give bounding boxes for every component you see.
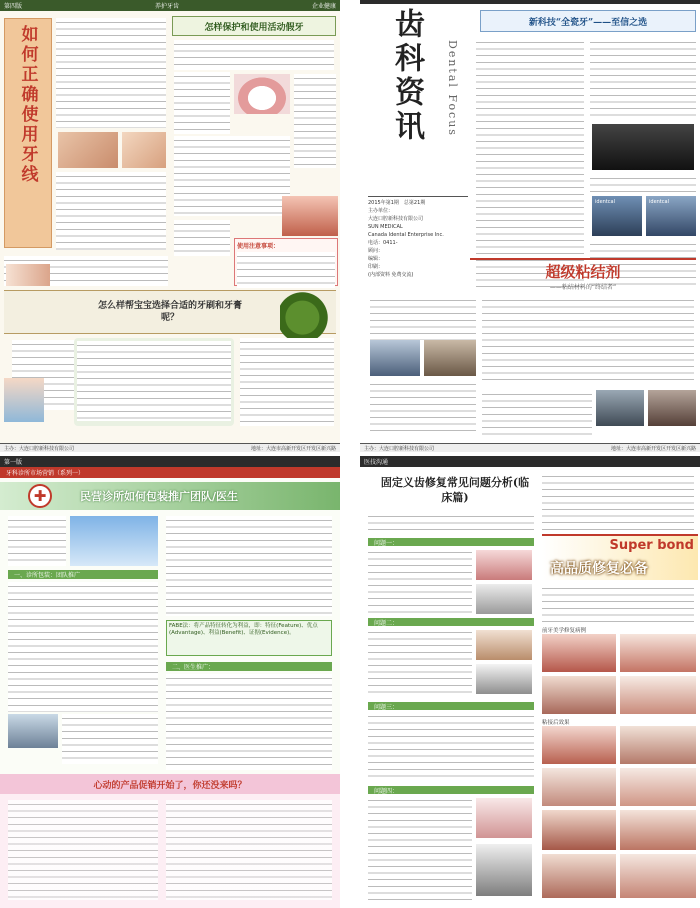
q3-col1-text3 [62, 714, 158, 764]
q3-promo-text-right [166, 800, 332, 900]
q4-sec-d-text [368, 796, 472, 900]
q1-side-title-box [4, 18, 52, 248]
q2-main-title-box [480, 10, 696, 32]
q2-col1-text [476, 38, 584, 288]
q1-right-title-box [172, 16, 336, 36]
q3-promo-text-left [8, 800, 158, 900]
q4-smile-grid-9 [542, 810, 616, 850]
q2-brand-label-2: identcal [649, 199, 669, 205]
q4-sec-c-bar: 问题三： [368, 702, 534, 710]
q2-main-title: 新科技“全瓷牙”——至信之选 [528, 17, 648, 28]
q3-promo-band [0, 774, 340, 794]
q2-info-line-4: Canada Idental Enterprise Inc. [368, 232, 444, 238]
q4-sec-a-bar: 问题一： [368, 538, 534, 546]
q4-right-text [542, 584, 694, 624]
page-gutter-horizontal [0, 452, 700, 456]
q2-lower-col1b [370, 380, 476, 436]
q4-sec-a-text [368, 548, 472, 614]
q2-info-line-6: 顾问： [368, 248, 384, 254]
page-q4 [360, 456, 700, 908]
q4-smile-grid-1 [542, 634, 616, 672]
q3-col1-text2 [8, 582, 158, 712]
q2-masthead [364, 8, 448, 208]
q1-teeth-photo [6, 264, 50, 286]
q1-child-photo [4, 378, 44, 422]
q4-sec-b-text [368, 628, 472, 698]
q4-smile-grid-7 [542, 768, 616, 806]
q3-header: 第一版 [0, 456, 340, 467]
q4-case-photo-2 [476, 584, 532, 614]
page-q3 [0, 456, 340, 908]
q2-brand-label-1: identcal [595, 199, 615, 205]
q1-col1-text2 [56, 172, 166, 250]
q1-tip-heading: 使用注意事项： [237, 243, 280, 250]
q2-col2-text [590, 38, 696, 120]
q1-floss-photo [58, 132, 118, 168]
q1-kids-text-right [240, 338, 334, 426]
q2-info-box [368, 196, 468, 292]
q2-section-title: 超级粘结剂 [545, 263, 621, 281]
q4-smile-grid-8 [620, 768, 696, 806]
q2-training-photo-2 [648, 390, 696, 426]
q1-tip-box [234, 238, 338, 286]
q1-kids-title: 怎么样帮宝宝选择合适的牙刷和牙膏呢？ [97, 301, 242, 323]
q2-col2-text2 [590, 174, 696, 194]
q4-smile-grid-3 [542, 676, 616, 714]
q3-col2-text2 [166, 674, 332, 770]
q4-case-photo-4 [476, 664, 532, 694]
q2-lower-col2 [482, 296, 694, 386]
page-q1 [0, 0, 340, 452]
q4-subtitle: 高品质修复必备 [550, 561, 648, 577]
q4-sec-d-bar: 问题四： [368, 786, 534, 794]
q3-col2-text [166, 516, 332, 616]
q1-col2-text [174, 40, 334, 70]
q2-masthead-en: Dental Focus [446, 40, 459, 137]
q2-info-line-7: 编辑： [368, 256, 384, 262]
q4-smile-grid-12 [620, 854, 696, 898]
q4-smile-grid-11 [542, 854, 616, 898]
q1-col2-text2 [174, 136, 290, 216]
q4-smile-grid-10 [620, 810, 696, 850]
q4-smile-grid-5 [542, 726, 616, 764]
q2-lower-col1 [370, 296, 476, 340]
q3-hands-photo [70, 516, 158, 566]
q1-col2-text-b [174, 72, 230, 134]
q4-caption-1: 前牙美学修复病例 [542, 628, 587, 634]
q1-col3-text [294, 74, 336, 168]
q4-smile-grid-6 [620, 726, 696, 764]
q3-cross-icon: ✚ [28, 484, 52, 508]
q1-floss-photo2 [122, 132, 166, 168]
q4-smile-grid-4 [620, 676, 696, 714]
q3-promo-title: 心动的产品促销开始了，你还没来吗？ [93, 780, 247, 791]
q1-side-title: 如何正确使用牙线 [17, 25, 38, 185]
q3-team-photo [8, 714, 58, 748]
q2-header-line [360, 0, 700, 4]
q1-col2-text3 [174, 220, 230, 256]
q4-intro-text [368, 512, 534, 534]
q2-section-sub: ——粘结材料的“终结者” [549, 284, 617, 291]
q2-info-line-9: (内部资料 免费交流) [368, 272, 414, 278]
q4-title: 固定义齿修复常见问题分析(临床篇) [380, 476, 530, 504]
q4-case-photo-5 [476, 798, 532, 838]
q3-fabe-box [166, 620, 332, 656]
q4-case-photo-1 [476, 550, 532, 580]
q2-crown-photo [592, 124, 694, 170]
q1-col1-text [56, 18, 166, 128]
q2-training-photo-1 [596, 390, 644, 426]
q4-right-top-text [542, 472, 694, 532]
q3-sub1-bar: 一、诊所包装：团队推广 [8, 570, 158, 579]
q2-office-photo-1 [592, 196, 642, 236]
q2-meeting-photo-1 [370, 340, 420, 376]
q2-info-line-8: 印刷： [368, 264, 384, 270]
q2-info-line-0: 2015年第1期 总第21期 [368, 200, 426, 206]
q2-info-line-2: 大连口腔新科技有限公司 [368, 216, 424, 222]
q2-info-line-5: 电话：0411- [368, 240, 398, 246]
q1-footer: 主办：大连口腔新科技有限公司 地址：大连市高新开发区开发区新兴路 [0, 443, 340, 452]
q4-header: 医技沟通 [360, 456, 700, 467]
q3-title: 民营诊所如何包装推广团队/医生 [80, 490, 239, 503]
q1-right-title: 怎样保护和使用活动假牙 [204, 22, 304, 33]
q2-lower-col2b [482, 390, 592, 436]
q4-superbond-band [542, 534, 698, 580]
q4-title-box [380, 472, 530, 508]
q3-promo-body [0, 794, 340, 908]
q4-case-photo-6 [476, 844, 532, 896]
q2-meeting-photo-2 [424, 340, 476, 376]
q1-kids-text-center [74, 338, 234, 426]
q2-masthead-title: 齿科资讯 [389, 8, 424, 144]
q4-sec-c-text [368, 712, 534, 782]
q1-denture-photo [234, 74, 290, 114]
q2-info-line-3: SUN MEDICAL [368, 224, 403, 230]
q1-smile-photo [282, 196, 338, 236]
q4-case-photo-3 [476, 630, 532, 660]
q4-smile-grid-2 [620, 634, 696, 672]
q2-section-band [470, 258, 696, 292]
q2-office-photo-2 [646, 196, 696, 236]
page-q2 [360, 0, 700, 452]
q2-footer: 主办：大连口腔新科技有限公司 地址：大连市高新开发区开发区新兴路 [360, 443, 700, 452]
q3-col1-text [8, 516, 66, 566]
q3-fabe-text: FABE法：将产品特征转化为利益，即：特征(Feature)、优点(Advantage)、利益(Benefit)、证据(Evidence)。 [169, 623, 318, 636]
q1-header: 第四版 养护牙齿 企业健康 [0, 0, 340, 11]
q4-sec-b-bar: 问题二： [368, 618, 534, 626]
q2-info-line-1: 主办单位： [368, 208, 394, 214]
q3-series-bar: 牙科诊所市场营销（系列一） [0, 467, 340, 478]
q4-caption-2: 粘接后效果 [542, 720, 570, 726]
q4-brand: Super bond [609, 538, 694, 553]
q3-sub2-bar: 二、医生推广： [166, 662, 332, 671]
